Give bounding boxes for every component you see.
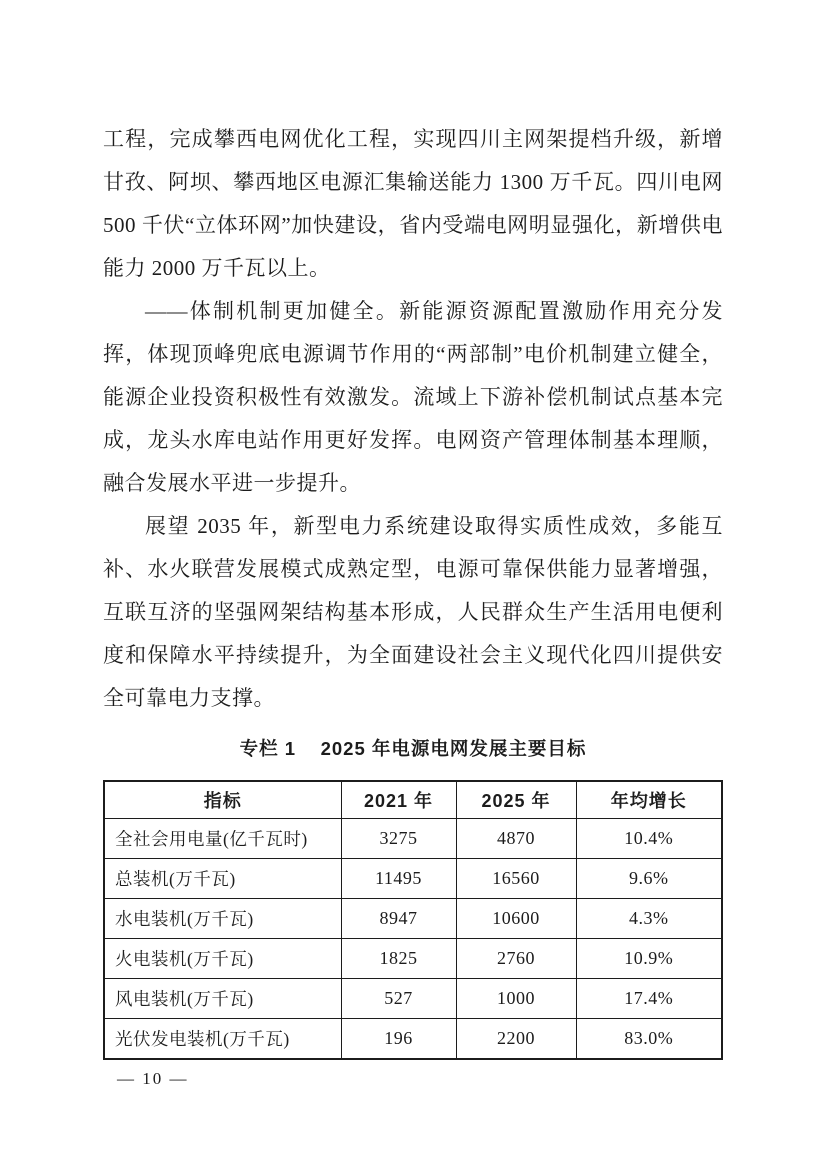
- table-cell-indicator: 全社会用电量(亿千瓦时): [104, 819, 341, 859]
- table-cell-2025: 10600: [456, 899, 576, 939]
- box-caption-title: 2025 年电源电网发展主要目标: [320, 738, 587, 759]
- table-header-2021: 2021 年: [341, 781, 456, 819]
- table-cell-2021: 196: [341, 1019, 456, 1060]
- table-cell-growth: 4.3%: [576, 899, 722, 939]
- table-header-row: [104, 781, 722, 819]
- table-cell-2025: 2200: [456, 1019, 576, 1060]
- table-cell-2025: 4870: [456, 819, 576, 859]
- table-cell-2025: 16560: [456, 859, 576, 899]
- box-caption: [103, 731, 723, 767]
- table-cell-2025: 1000: [456, 979, 576, 1019]
- table-cell-indicator: 风电装机(万千瓦): [104, 979, 341, 1019]
- table-cell-2021: 1825: [341, 939, 456, 979]
- paragraph-mechanism: [103, 290, 723, 505]
- targets-table: [103, 780, 723, 1060]
- table-row: [104, 819, 722, 859]
- page-content: [103, 118, 723, 1089]
- paragraph-text: 新能源资源配置激励作用充分发挥，体现顶峰兜底电源调节作用的“两部制”电价机制建立健全，能源企业投资积极性有效激发。流域上下游补偿机制试点基本完成，龙头水库电站作用更好发挥。电网资产管理体制基本理顺，融合发展水平进一步提升。: [103, 299, 723, 495]
- page-number-footer: — 10 —: [117, 1069, 189, 1088]
- table-cell-indicator: 水电装机(万千瓦): [104, 899, 341, 939]
- table-row: [104, 859, 722, 899]
- table-cell-2025: 2760: [456, 939, 576, 979]
- table-cell-2021: 3275: [341, 819, 456, 859]
- table-header-2025: 2025 年: [456, 781, 576, 819]
- table-cell-growth: 10.9%: [576, 939, 722, 979]
- paragraph-lead: ——体制机制更加健全。: [145, 299, 400, 323]
- table-cell-indicator: 总装机(万千瓦): [104, 859, 341, 899]
- table-cell-indicator: 光伏发电装机(万千瓦): [104, 1019, 341, 1060]
- table-row: [104, 939, 722, 979]
- table-row: [104, 979, 722, 1019]
- table-cell-2021: 11495: [341, 859, 456, 899]
- paragraph-text: 展望 2035 年，新型电力系统建设取得实质性成效，多能互补、水火联营发展模式成熟定型，电源可靠保供能力显著增强，互联互济的坚强网架结构基本形成，人民群众生产生活用电便利度和保障水平持续提升，为全面建设社会主义现代化四川提供安全可靠电力支撑。: [103, 514, 723, 710]
- table-header-growth: 年均增长: [576, 781, 722, 819]
- table-cell-growth: 83.0%: [576, 1019, 722, 1060]
- table-cell-2021: 8947: [341, 899, 456, 939]
- table-header-indicator: 指标: [104, 781, 341, 819]
- paragraph-text: 工程，完成攀西电网优化工程，实现四川主网架提档升级，新增甘孜、阿坝、攀西地区电源汇集输送能力 1300 万千瓦。四川电网 500 千伏“立体环网”加快建设，省内受端电网明显强化，新增供电能力 2000 万千瓦以上。: [103, 127, 723, 280]
- paragraph-grid-upgrade: [103, 118, 723, 290]
- table-row: [104, 899, 722, 939]
- table-cell-growth: 10.4%: [576, 819, 722, 859]
- table-cell-growth: 17.4%: [576, 979, 722, 1019]
- table-cell-2021: 527: [341, 979, 456, 1019]
- table-cell-indicator: 火电装机(万千瓦): [104, 939, 341, 979]
- box-caption-label: 专栏 1: [239, 738, 297, 759]
- table-row: [104, 1019, 722, 1060]
- paragraph-outlook-2035: [103, 505, 723, 720]
- table-cell-growth: 9.6%: [576, 859, 722, 899]
